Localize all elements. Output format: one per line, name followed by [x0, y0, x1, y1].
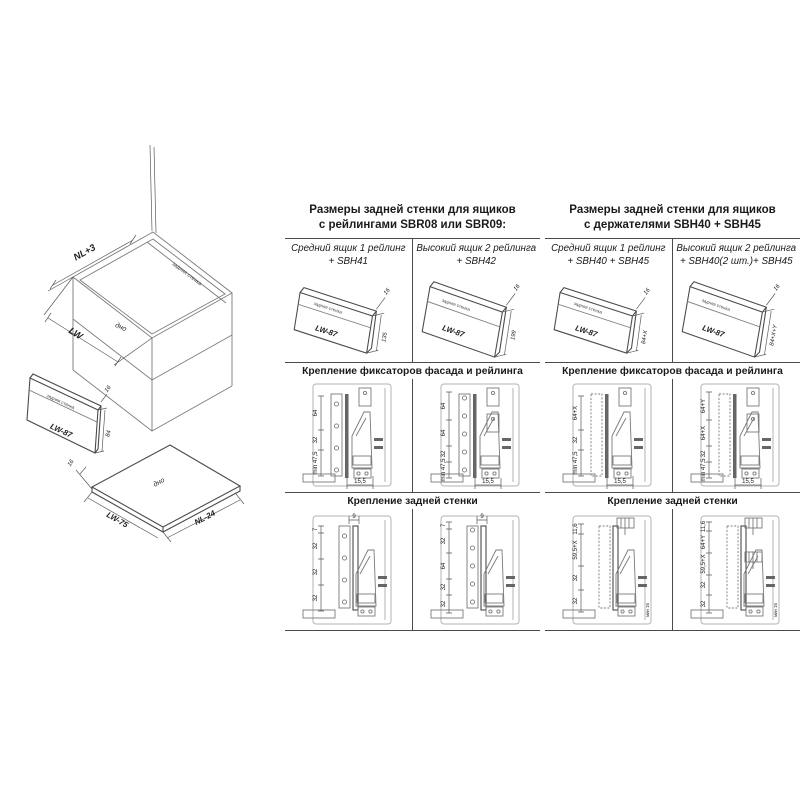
detached-bottom-panel [67, 445, 244, 542]
column-table [285, 238, 540, 631]
dim-label: 11,6 [573, 523, 580, 535]
backwall-diagrams-row [285, 509, 540, 630]
back-panel-width-dim: LW-87 [48, 421, 74, 440]
diagram-cell [545, 379, 673, 492]
bottom-panel-thickness-dim: 16 [66, 458, 76, 468]
header-middle-drawer [285, 239, 413, 270]
dim-label: 32 [441, 537, 448, 545]
dim-label: 32 [701, 600, 708, 608]
dim-label: min 47,5 [701, 458, 708, 482]
fixator-diagram [297, 380, 399, 491]
back-panel-drawing [547, 271, 669, 361]
dim-label: 32 [441, 600, 448, 608]
panel-width-dim: LW-87 [701, 323, 726, 340]
fixator-diagram [685, 380, 787, 491]
panel-height-dim: 199 [510, 330, 519, 341]
fixator-diagram [557, 380, 659, 491]
panel-height-dim: 84+X+Y [769, 324, 780, 347]
dim-label-bottom: 15,5 [482, 479, 495, 485]
dim-label: 64+Y [701, 398, 708, 414]
panel-width-dim: LW-87 [441, 323, 466, 340]
dim-label: 32 [441, 583, 448, 591]
diagram-cell [285, 509, 413, 630]
diagram-cell [413, 509, 541, 630]
dim-label: 32 [313, 594, 320, 602]
diagram-cell [545, 509, 673, 630]
panel-thickness-dim: 16 [643, 287, 652, 297]
panel-thickness-dim: 16 [773, 283, 782, 293]
header-line2: + SBH42 [456, 256, 496, 267]
header-line2: + SBH41 [328, 256, 368, 267]
dim-label: 11,6 [701, 520, 708, 533]
header-tall-drawer [413, 239, 541, 270]
backwall-diagram [297, 510, 399, 629]
panels-row [285, 270, 540, 362]
header-line1: Высокий ящик 2 рейлинга [416, 243, 537, 254]
assembly-bottom-label: дно [113, 322, 128, 334]
table-header-row [285, 239, 540, 270]
dim-label: 64+Y [701, 534, 708, 550]
panel-label: задняя стенка [573, 300, 604, 315]
panel-thickness-dim: 16 [513, 283, 522, 293]
section-title-backwall: Крепление задней стенки [285, 492, 540, 509]
dim-label-top: 9 [352, 514, 356, 520]
header-line1: Высокий ящик 2 рейлинга [676, 243, 797, 254]
dim-label: 32 [573, 597, 580, 605]
dim-label: 59,5+X [701, 554, 708, 574]
panel-cell [413, 270, 541, 362]
dim-label: 32 [313, 542, 320, 550]
dim-label: 32 [313, 436, 320, 444]
bottom-panel-depth-dim: NL-24 [192, 508, 217, 527]
diagram-cell [673, 379, 800, 492]
dim-note: мин 16 [773, 603, 779, 617]
dim-label: 64 [441, 562, 448, 570]
panel-cell [285, 270, 413, 362]
dim-label: min 47,5 [313, 451, 320, 475]
fixator-diagrams-row [285, 379, 540, 492]
assembly-backwall-label: задняя стенка [170, 261, 203, 288]
backwall-diagram [557, 510, 659, 629]
dim-label: 59,5+X [573, 540, 580, 560]
header-line2: + SBH40 + SBH45 [567, 256, 650, 267]
dim-label: 64 [313, 409, 320, 417]
dim-label: 64 [441, 402, 448, 410]
back-panel-height-dim: 84 [105, 429, 113, 438]
dim-label: 64+X [573, 405, 580, 421]
dim-label: min 47,5 [573, 451, 580, 475]
column-title-line2: с рейлингами SBR08 или SBR09: [318, 219, 507, 231]
section-title-backwall: Крепление задней стенки [545, 492, 800, 509]
dim-label-lw: LW [66, 325, 85, 343]
dim-label: 32 [313, 568, 320, 576]
panel-label: задняя стенка [313, 300, 344, 315]
back-panel-label: задняя стенка [45, 392, 76, 411]
dim-label-bottom: 15,5 [354, 479, 367, 485]
section-title-fixators: Крепление фиксаторов фасада и рейлинга [285, 362, 540, 379]
column-title-line2: с держателями SBH40 + SBH45 [584, 219, 761, 231]
backwall-diagram [425, 510, 527, 629]
dim-label-top: 9 [480, 514, 484, 520]
drawer-rim [73, 232, 232, 338]
header-tall-drawer [673, 239, 800, 270]
column-railings [285, 203, 540, 631]
panel-cell [673, 270, 800, 362]
panel-height-dim: 135 [381, 332, 390, 343]
panel-height-dim: 84+X [641, 330, 650, 345]
dim-label-bottom: 15,5 [614, 479, 627, 485]
header-middle-drawer [545, 239, 673, 270]
header-line1: Средний ящик 1 рейлинг [551, 243, 666, 254]
dim-label: 7 [313, 527, 320, 532]
fixator-diagrams-row [545, 379, 800, 492]
dim-label: min 47,5 [441, 458, 448, 482]
column-title-line1: Размеры задней стенки для ящиков [309, 204, 516, 216]
dim-label: 32 [573, 436, 580, 444]
back-panel-drawing [675, 271, 797, 361]
panel-cell [545, 270, 673, 362]
dim-label: 32 [441, 450, 448, 458]
fixator-diagram [425, 380, 527, 491]
isometric-drawing [8, 72, 272, 572]
panel-thickness-dim: 16 [383, 287, 392, 297]
dim-label: 64+X [701, 425, 708, 441]
panel-label: задняя стенка [441, 297, 472, 312]
panel-width-dim: LW-87 [574, 323, 599, 340]
back-panel-thickness-dim: 16 [103, 384, 113, 394]
dim-label: 7 [441, 523, 448, 528]
column-title-line1: Размеры задней стенки для ящиков [569, 204, 776, 216]
column-title [285, 203, 540, 233]
table-header-row [545, 239, 800, 270]
backwall-diagrams-row [545, 509, 800, 630]
column-table [545, 238, 800, 631]
column-title [545, 203, 800, 233]
diagram-cell [413, 379, 541, 492]
dim-label-bottom: 15,5 [742, 479, 755, 485]
dim-label: 64 [441, 429, 448, 437]
dim-label: 32 [573, 574, 580, 582]
bottom-panel-width-dim: LW-75 [104, 510, 130, 530]
header-line1: Средний ящик 1 рейлинг [291, 243, 406, 254]
section-title-fixators: Крепление фиксаторов фасада и рейлинга [545, 362, 800, 379]
detached-back-panel [27, 374, 113, 453]
dim-label: 32 [701, 581, 708, 589]
back-panel-drawing [415, 271, 537, 361]
dim-label: 32 [701, 450, 708, 458]
bottom-panel-label: дно [152, 476, 167, 489]
panels-row [545, 270, 800, 362]
column-holders [545, 203, 800, 631]
panel-width-dim: LW-87 [314, 323, 339, 340]
diagram-cell [673, 509, 800, 630]
dim-label-nl3: NL+3 [71, 242, 98, 264]
panel-label: задняя стенка [701, 297, 732, 312]
backwall-diagram [685, 510, 787, 629]
diagram-cell [285, 379, 413, 492]
back-panel-drawing [287, 271, 409, 361]
dim-note: мин 16 [645, 603, 651, 617]
header-line2: + SBH40(2 шт.)+ SBH45 [679, 256, 793, 267]
